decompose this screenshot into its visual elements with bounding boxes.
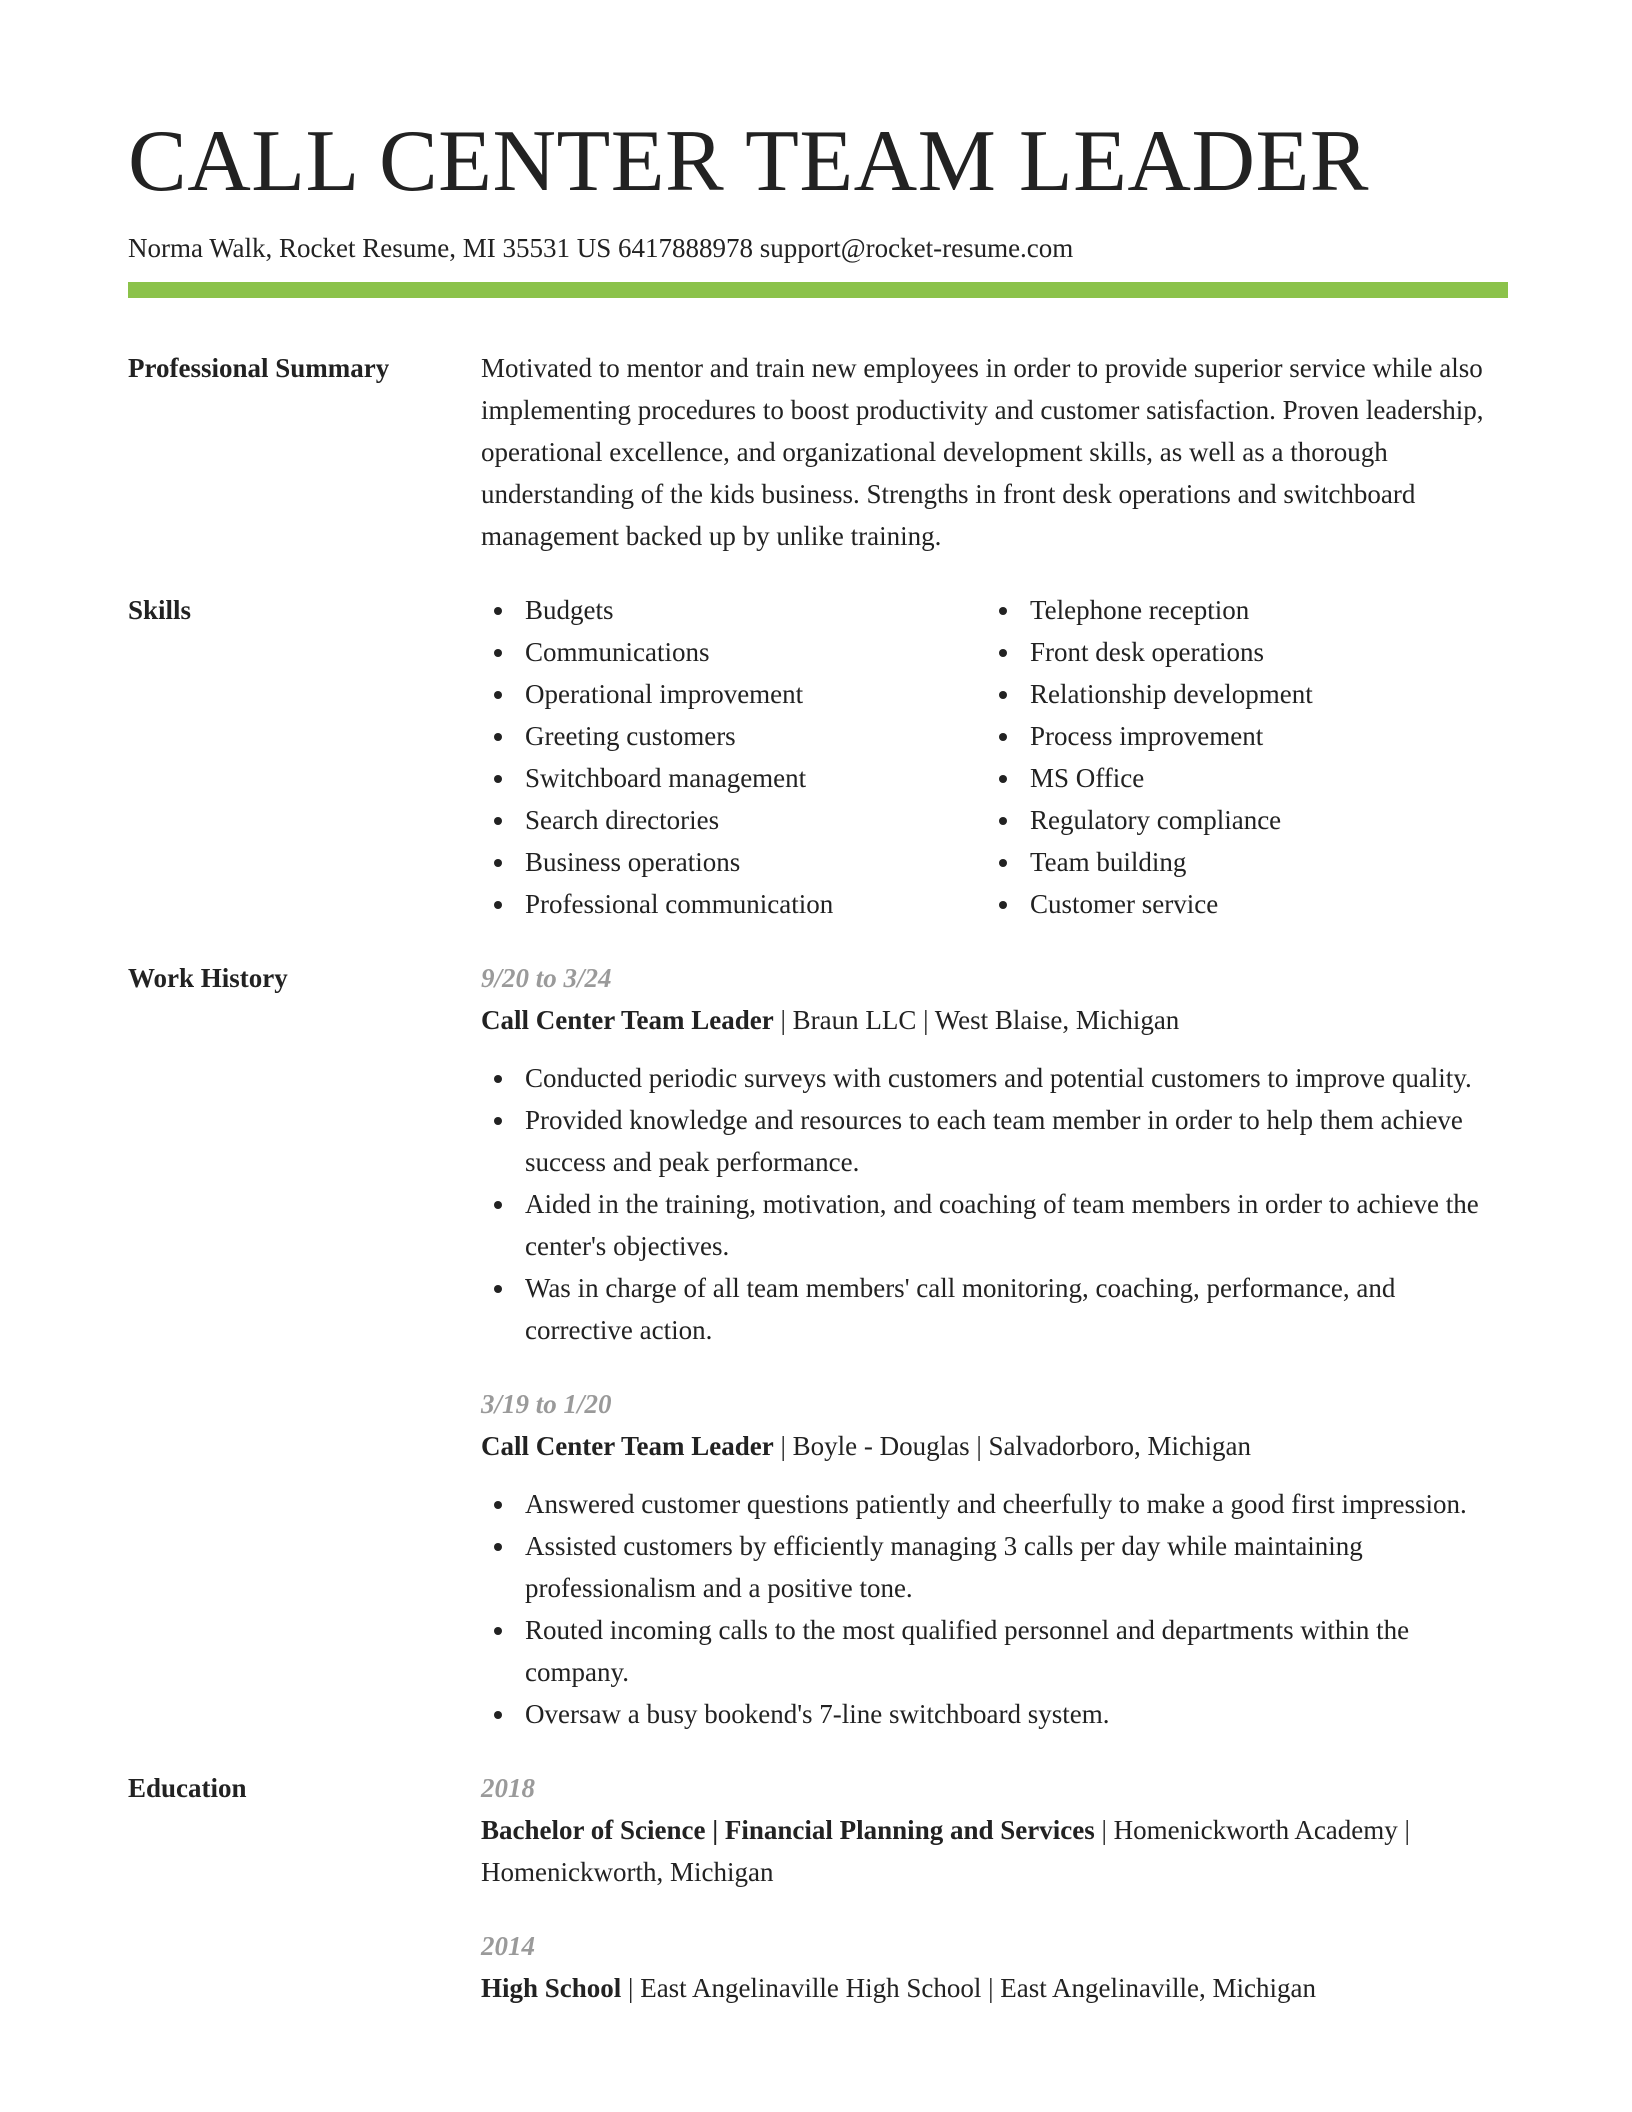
education-details: | Homenickworth Academy | Homenickworth, Michigan <box>481 1815 1410 1888</box>
job-bullets <box>481 1057 1508 1351</box>
skill-item: Switchboard management <box>481 757 986 799</box>
skill-item: Professional communication <box>481 883 986 925</box>
skill-item: Process improvement <box>986 715 1491 757</box>
education-section <box>128 1767 1508 2009</box>
education-details: | East Angelinaville High School | East Angelinaville, Michigan <box>621 1973 1316 2004</box>
summary-section <box>128 347 1508 557</box>
skill-item: Front desk operations <box>986 631 1491 673</box>
skills-left-column <box>481 589 986 925</box>
skills-columns <box>481 589 1508 925</box>
skill-item: Team building <box>986 841 1491 883</box>
section-label-education: Education <box>128 1773 247 1804</box>
skill-item: Customer service <box>986 883 1491 925</box>
education-entry <box>481 1925 1508 2009</box>
contact-line: Norma Walk, Rocket Resume, MI 35531 US 6417888978 support@rocket-resume.com <box>128 233 1074 263</box>
job-dates: 3/19 to 1/20 <box>481 1389 612 1420</box>
skill-item: Budgets <box>481 589 986 631</box>
skill-item: Business operations <box>481 841 986 883</box>
skill-item: Search directories <box>481 799 986 841</box>
job-dates: 9/20 to 3/24 <box>481 963 612 994</box>
header-divider <box>128 282 1508 298</box>
education-entries <box>481 1767 1508 2009</box>
resume-title: CALL CENTER TEAM LEADER <box>128 113 1369 210</box>
job-bullet: Oversaw a busy bookend's 7-line switchboard system. <box>481 1693 1508 1735</box>
job-heading <box>481 999 1508 1041</box>
education-year: 2018 <box>481 1773 535 1804</box>
job-bullet: Was in charge of all team members' call monitoring, coaching, performance, and corrective action. <box>481 1267 1508 1351</box>
education-heading <box>481 1967 1508 2009</box>
job-bullet: Aided in the training, motivation, and coaching of team members in order to achieve the center's objectives. <box>481 1183 1508 1267</box>
job-details: | Boyle - Douglas | Salvadorboro, Michigan <box>773 1431 1251 1462</box>
skill-item: Operational improvement <box>481 673 986 715</box>
job-title: Call Center Team Leader <box>481 1431 774 1462</box>
resume-page <box>128 113 1508 2009</box>
job-entry <box>481 957 1508 1351</box>
skills-right-column <box>986 589 1491 925</box>
skill-item: MS Office <box>986 757 1491 799</box>
job-entry <box>481 1383 1508 1735</box>
job-bullet: Conducted periodic surveys with customers and potential customers to improve quality. <box>481 1057 1508 1099</box>
summary-text: Motivated to mentor and train new employees in order to provide superior service while also implementing procedures to boost productivity and customer satisfaction. Proven leadership, operational excellence, and organizational development skills, as well as a thorough understanding of the kids business. Strengths in front desk operations and switchboard management backed up by unlike training. <box>481 353 1484 552</box>
job-heading <box>481 1425 1508 1467</box>
job-bullet: Routed incoming calls to the most qualified personnel and departments within the company. <box>481 1609 1508 1693</box>
education-degree: High School <box>481 1973 622 2004</box>
work-entries <box>481 957 1508 1735</box>
skill-item: Regulatory compliance <box>986 799 1491 841</box>
job-bullets <box>481 1483 1508 1735</box>
section-label-work: Work History <box>128 963 288 994</box>
job-bullet: Answered customer questions patiently and cheerfully to make a good first impression. <box>481 1483 1508 1525</box>
education-entry <box>481 1767 1508 1893</box>
skill-item: Relationship development <box>986 673 1491 715</box>
education-degree: Bachelor of Science | Financial Planning and Services <box>481 1815 1095 1846</box>
education-year: 2014 <box>481 1931 535 1962</box>
education-heading <box>481 1809 1508 1893</box>
job-details: | Braun LLC | West Blaise, Michigan <box>773 1005 1180 1036</box>
job-title: Call Center Team Leader <box>481 1005 774 1036</box>
skills-section <box>128 589 1508 925</box>
work-history-section <box>128 957 1508 1735</box>
job-bullet: Provided knowledge and resources to each team member in order to help them achieve success and peak performance. <box>481 1099 1508 1183</box>
skill-item: Greeting customers <box>481 715 986 757</box>
skill-item: Telephone reception <box>986 589 1491 631</box>
section-label-skills: Skills <box>128 595 192 626</box>
section-label-summary: Professional Summary <box>128 353 390 384</box>
skill-item: Communications <box>481 631 986 673</box>
job-bullet: Assisted customers by efficiently managing 3 calls per day while maintaining professionalism and a positive tone. <box>481 1525 1508 1609</box>
